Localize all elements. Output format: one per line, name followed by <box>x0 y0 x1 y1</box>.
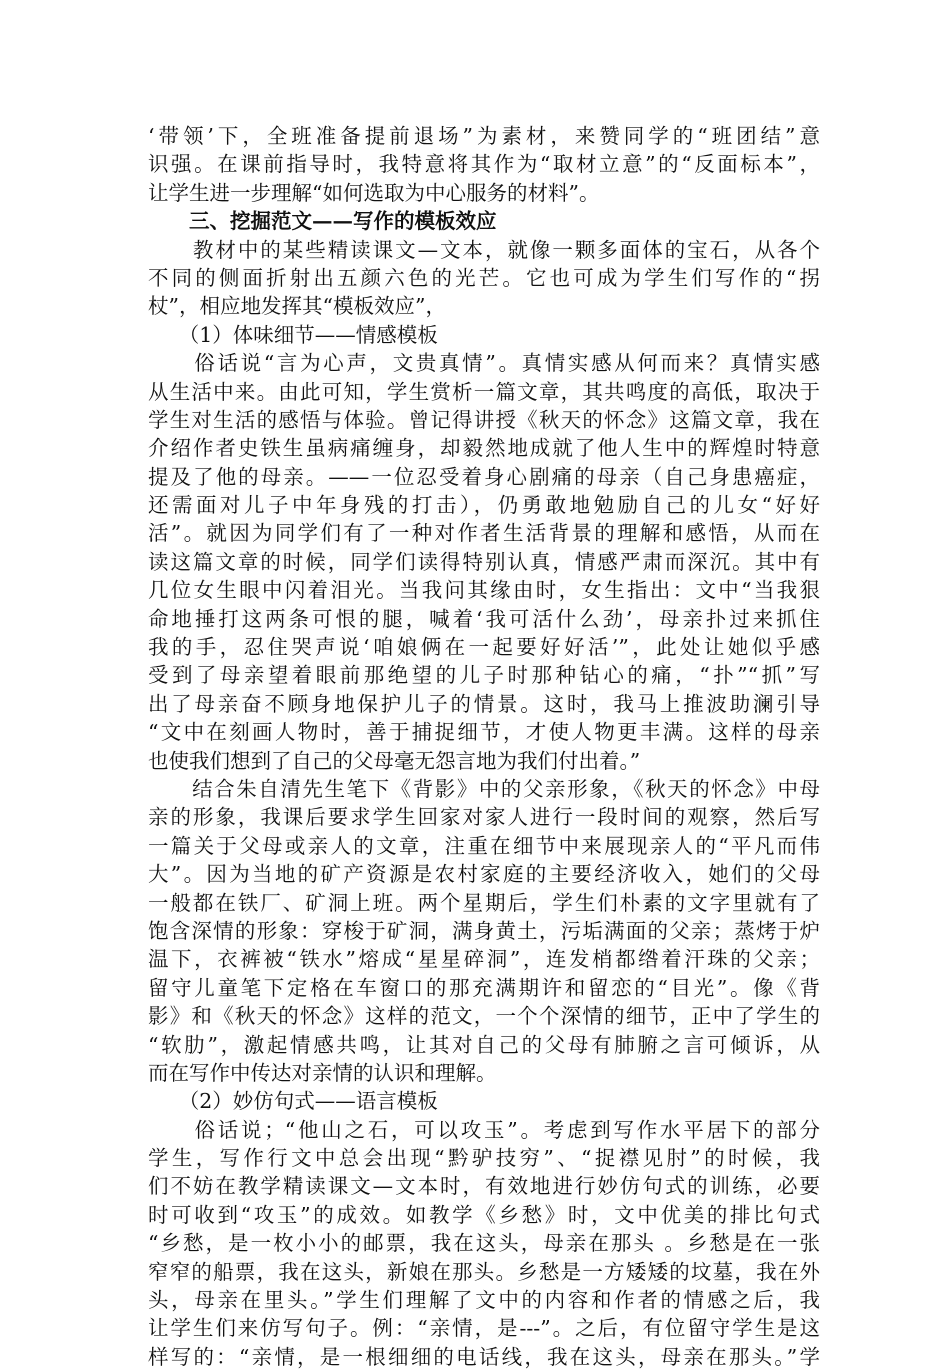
text-line: 几位女生眼中闪着泪光。当我问其缘由时，女生指出：文中“当我狠 <box>148 578 820 603</box>
text-line: 从生活中来。由此可知，学生赏析一篇文章，其共鸣度的高低，取决于 <box>148 379 820 404</box>
text-line: 识强。在课前指导时，我特意将其作为“取材立意”的“反面标本”， <box>148 152 820 177</box>
text-line: 还需面对儿子中年身残的打击），仍勇敢地勉励自己的儿女“好好 <box>148 493 820 518</box>
text-line: 温下，衣裤被“铁水”熔成“星星碎洞”，连发梢都绺着汗珠的父亲； <box>148 947 820 972</box>
text-line: 时可收到“攻玉”的成效。如教学《乡愁》时，文中优美的排比句式 <box>148 1202 820 1227</box>
text-line: 饱含深情的形象：穿梭于矿洞，满身黄土，污垢满面的父亲；蒸烤于炉 <box>148 918 820 943</box>
text-line: 一篇关于父母或亲人的文章，注重在细节中来展现亲人的“平凡而伟 <box>148 833 820 858</box>
text-line: 俗话说“言为心声，文贵真情”。真情实感从何而来？真情实感 <box>148 351 820 376</box>
text-line: 一般都在铁厂、矿洞上班。两个星期后，学生们朴素的文字里就有了 <box>148 890 820 915</box>
text-line: 命地捶打这两条可恨的腿，喊着‘我可活什么劲’，母亲扑过来抓住 <box>148 606 820 631</box>
text-line: 读这篇文章的时候，同学们读得特别认真，情感严肃而深沉。其中有 <box>148 549 820 574</box>
text-line: 介绍作者史铁生虽病痛缠身，却毅然地成就了他人生中的辉煌时特意 <box>148 436 820 461</box>
text-line: 出了母亲奋不顾身地保护儿子的情景。这时，我马上推波助澜引导 <box>148 691 820 716</box>
text-line: “软肋”，激起情感共鸣，让其对自己的父母有肺腑之言可倾诉，从 <box>148 1032 820 1057</box>
text-line: “乡愁，是一枚小小的邮票，我在这头，母亲在那头 。乡愁是在一张 <box>148 1231 820 1256</box>
text-line: 我的手，忍住哭声说‘咱娘俩在一起要好好活’”，此处让她似乎感 <box>148 635 820 660</box>
text-line: 也使我们想到了自己的父母毫无怨言地为我们付出着。” <box>148 748 641 773</box>
text-line: 让学生进一步理解“如何选取为中心服务的材料”。 <box>148 180 600 205</box>
text-line: 活”。就因为同学们有了一种对作者生活背景的理解和感悟，从而在 <box>148 521 820 546</box>
text-line: 样写的：“亲情，是一根细细的电话线，我在这头，母亲在那头。”学 <box>148 1344 820 1369</box>
text-line: “文中在刻画人物时，善于捕捉细节，才使人物更丰满。这样的母亲 <box>148 720 820 745</box>
text-line: ‘带领’下，全班准备提前退场”为素材，来赞同学的“班团结”意 <box>148 124 820 148</box>
text-line: （2）妙仿句式——语言模板 <box>148 1089 438 1114</box>
text-line: 影》和《秋天的怀念》这样的范文，一个个深情的细节，正中了学生的 <box>148 1004 820 1029</box>
text-line: 不同的侧面折射出五颜六色的光芒。它也可成为学生们写作的“拐 <box>148 265 820 290</box>
text-line: 受到了母亲望着眼前那绝望的儿子时那种钻心的痛，“扑”“抓”写 <box>148 663 820 688</box>
text-line: 留守儿童笔下定格在车窗口的那充满期许和留恋的“目光”。像《背 <box>148 975 820 1000</box>
text-line: 窄窄的船票，我在这头，新娘在那头。乡愁是一方矮矮的坟墓，我在外 <box>148 1259 820 1284</box>
text-line: 学生对生活的感悟与体验。曾记得讲授《秋天的怀念》这篇文章，我在 <box>148 407 820 432</box>
text-line: 而在写作中传达对亲情的认识和理解。 <box>148 1060 497 1085</box>
text-line: 结合朱自清先生笔下《背影》中的父亲形象，《秋天的怀念》中母 <box>148 776 820 801</box>
text-line: 学生，写作行文中总会出现“黔驴技穷”、“捉襟见肘”的时候，我 <box>148 1146 820 1171</box>
text-line: 俗话说；“他山之石，可以攻玉”。考虑到写作水平居下的部分 <box>148 1117 820 1142</box>
text-line: 亲的形象，我课后要求学生回家对家人进行一段时间的观察，然后写 <box>148 805 820 830</box>
text-line: 提及了他的母亲。——一位忍受着身心剧痛的母亲（自己身患癌症， <box>148 464 820 489</box>
text-line: 教材中的某些精读课文—文本，就像一颗多面体的宝石，从各个 <box>148 237 820 262</box>
section-heading: 三、挖掘范文——写作的模板效应 <box>148 209 497 234</box>
text-line: 头，母亲在里头。”学生们理解了文中的内容和作者的情感之后，我 <box>148 1288 820 1313</box>
text-line: 们不妨在教学精读课文—文本时，有效地进行妙仿句式的训练，必要 <box>148 1174 820 1199</box>
text-line: 让学生们来仿写句子。例：“亲情，是---”。之后，有位留守学生是这 <box>148 1316 820 1341</box>
text-line: 大”。因为当地的矿产资源是农村家庭的主要经济收入，她们的父母 <box>148 862 820 887</box>
body-text <box>148 122 820 1371</box>
text-line: （1）体味细节——情感模板 <box>148 322 438 347</box>
text-line: 杖”，相应地发挥其“模板效应”， <box>148 294 446 319</box>
